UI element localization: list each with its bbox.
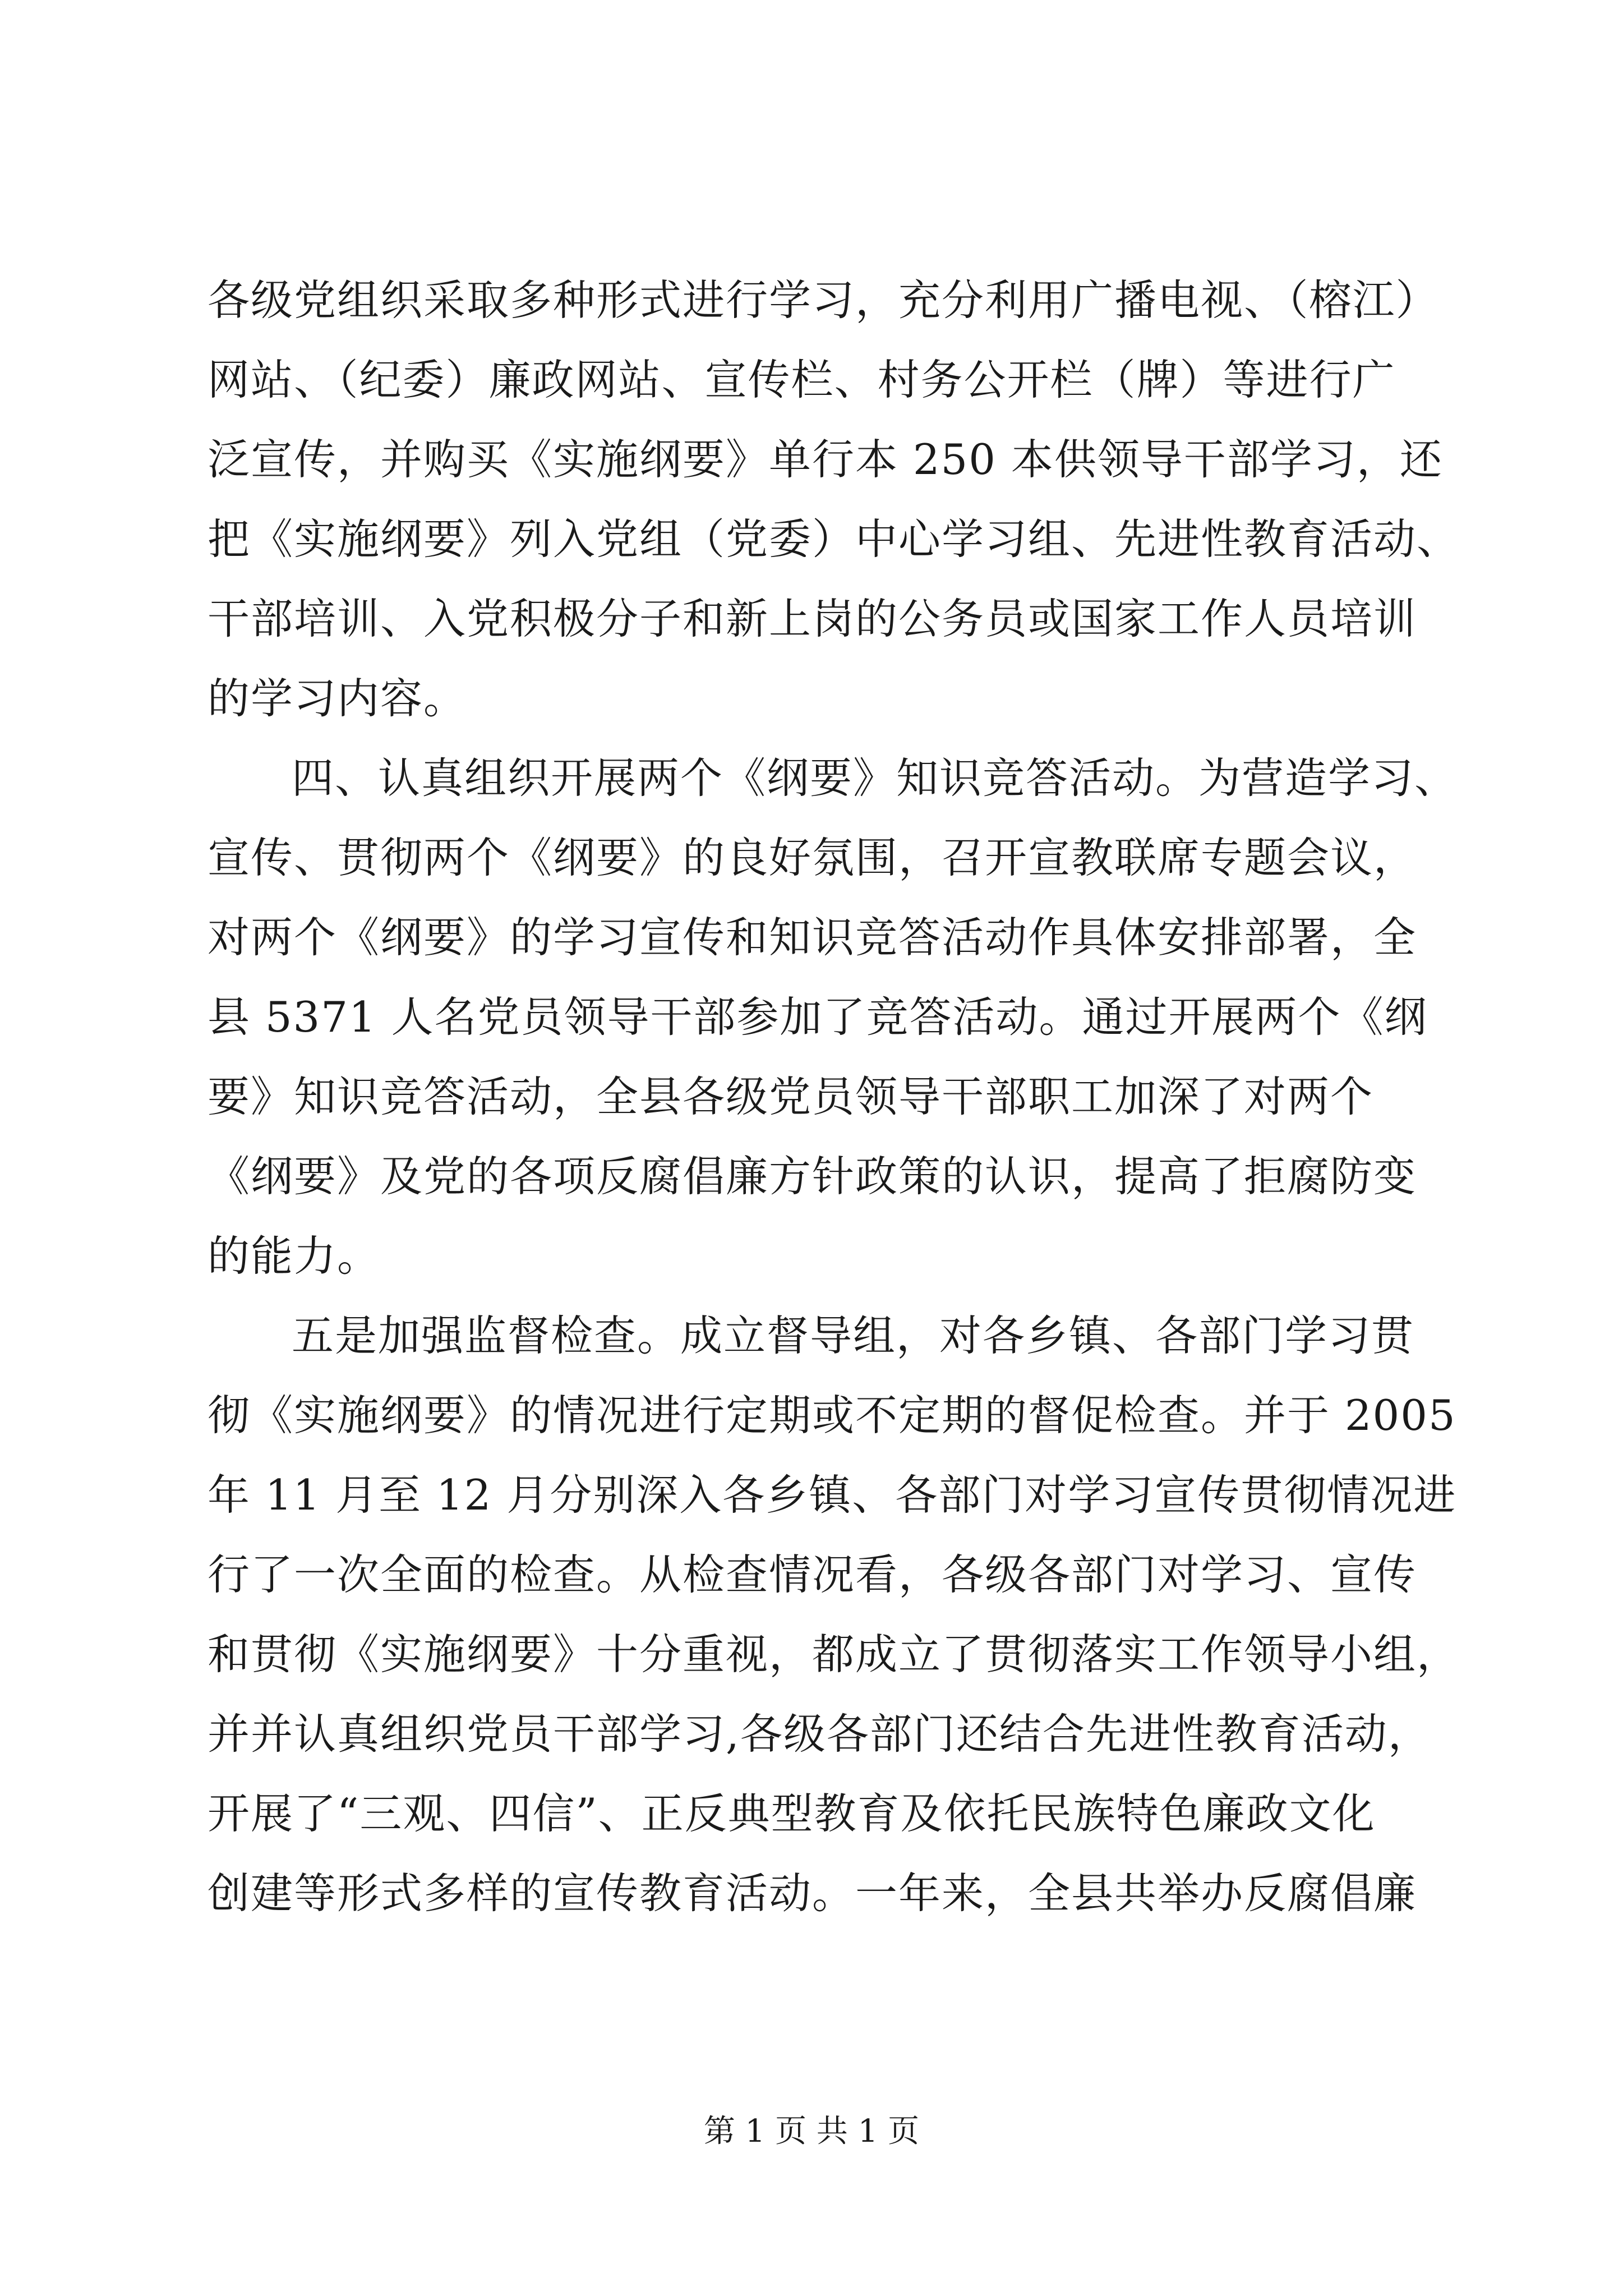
- text-line: 宣传、贯彻两个《纲要》的良好氛围，召开宣教联席专题会议，: [208, 833, 1417, 882]
- text-line: 并并认真组织党员干部学习,各级各部门还结合先进性教育活动，: [208, 1709, 1431, 1759]
- paragraph-start-line: 五是加强监督检查。成立督导组，对各乡镇、各部门学习贯: [292, 1311, 1415, 1360]
- paragraph-start-line: 四、认真组织开展两个《纲要》知识竞答活动。为营造学习、: [292, 753, 1458, 803]
- text-line: 把《实施纲要》列入党组（党委）中心学习组、先进性教育活动、: [208, 514, 1460, 564]
- page-number-footer: 第 1 页 共 1 页: [703, 2113, 920, 2150]
- text-line: 干部培训、入党积极分子和新上岗的公务员或国家工作人员培训: [208, 594, 1417, 643]
- text-line: 要》知识竞答活动，全县各级党员领导干部职工加深了对两个: [208, 1072, 1374, 1121]
- text-line: 《纲要》及党的各项反腐倡廉方针政策的认识，提高了拒腐防变: [208, 1152, 1417, 1201]
- text-line: 彻《实施纲要》的情况进行定期或不定期的督促检查。并于 2005: [208, 1391, 1456, 1440]
- text-line: 泛宣传，并购买《实施纲要》单行本 250 本供领导干部学习，还: [208, 435, 1443, 484]
- text-line: 的能力。: [208, 1231, 381, 1281]
- text-line: 开展了“三观、四信”、正反典型教育及依托民族特色廉政文化: [208, 1789, 1376, 1838]
- text-line: 网站、（纪委）廉政网站、宣传栏、村务公开栏（牌）等进行广: [208, 355, 1396, 404]
- text-line: 年 11 月至 12 月分别深入各乡镇、各部门对学习宣传贯彻情况进: [208, 1470, 1457, 1520]
- text-line: 创建等形式多样的宣传教育活动。一年来，全县共举办反腐倡廉: [208, 1869, 1417, 1918]
- text-line: 对两个《纲要》的学习宣传和知识竞答活动作具体安排部署，全: [208, 913, 1417, 962]
- text-line: 县 5371 人名党员领导干部参加了竞答活动。通过开展两个《纲: [208, 992, 1428, 1042]
- text-line: 各级党组织采取多种形式进行学习，充分利用广播电视、（榕江）: [208, 275, 1439, 325]
- text-line: 的学习内容。: [208, 674, 467, 723]
- text-line: 行了一次全面的检查。从检查情况看，各级各部门对学习、宣传: [208, 1550, 1417, 1599]
- text-line: 和贯彻《实施纲要》十分重视，都成立了贯彻落实工作领导小组，: [208, 1630, 1460, 1679]
